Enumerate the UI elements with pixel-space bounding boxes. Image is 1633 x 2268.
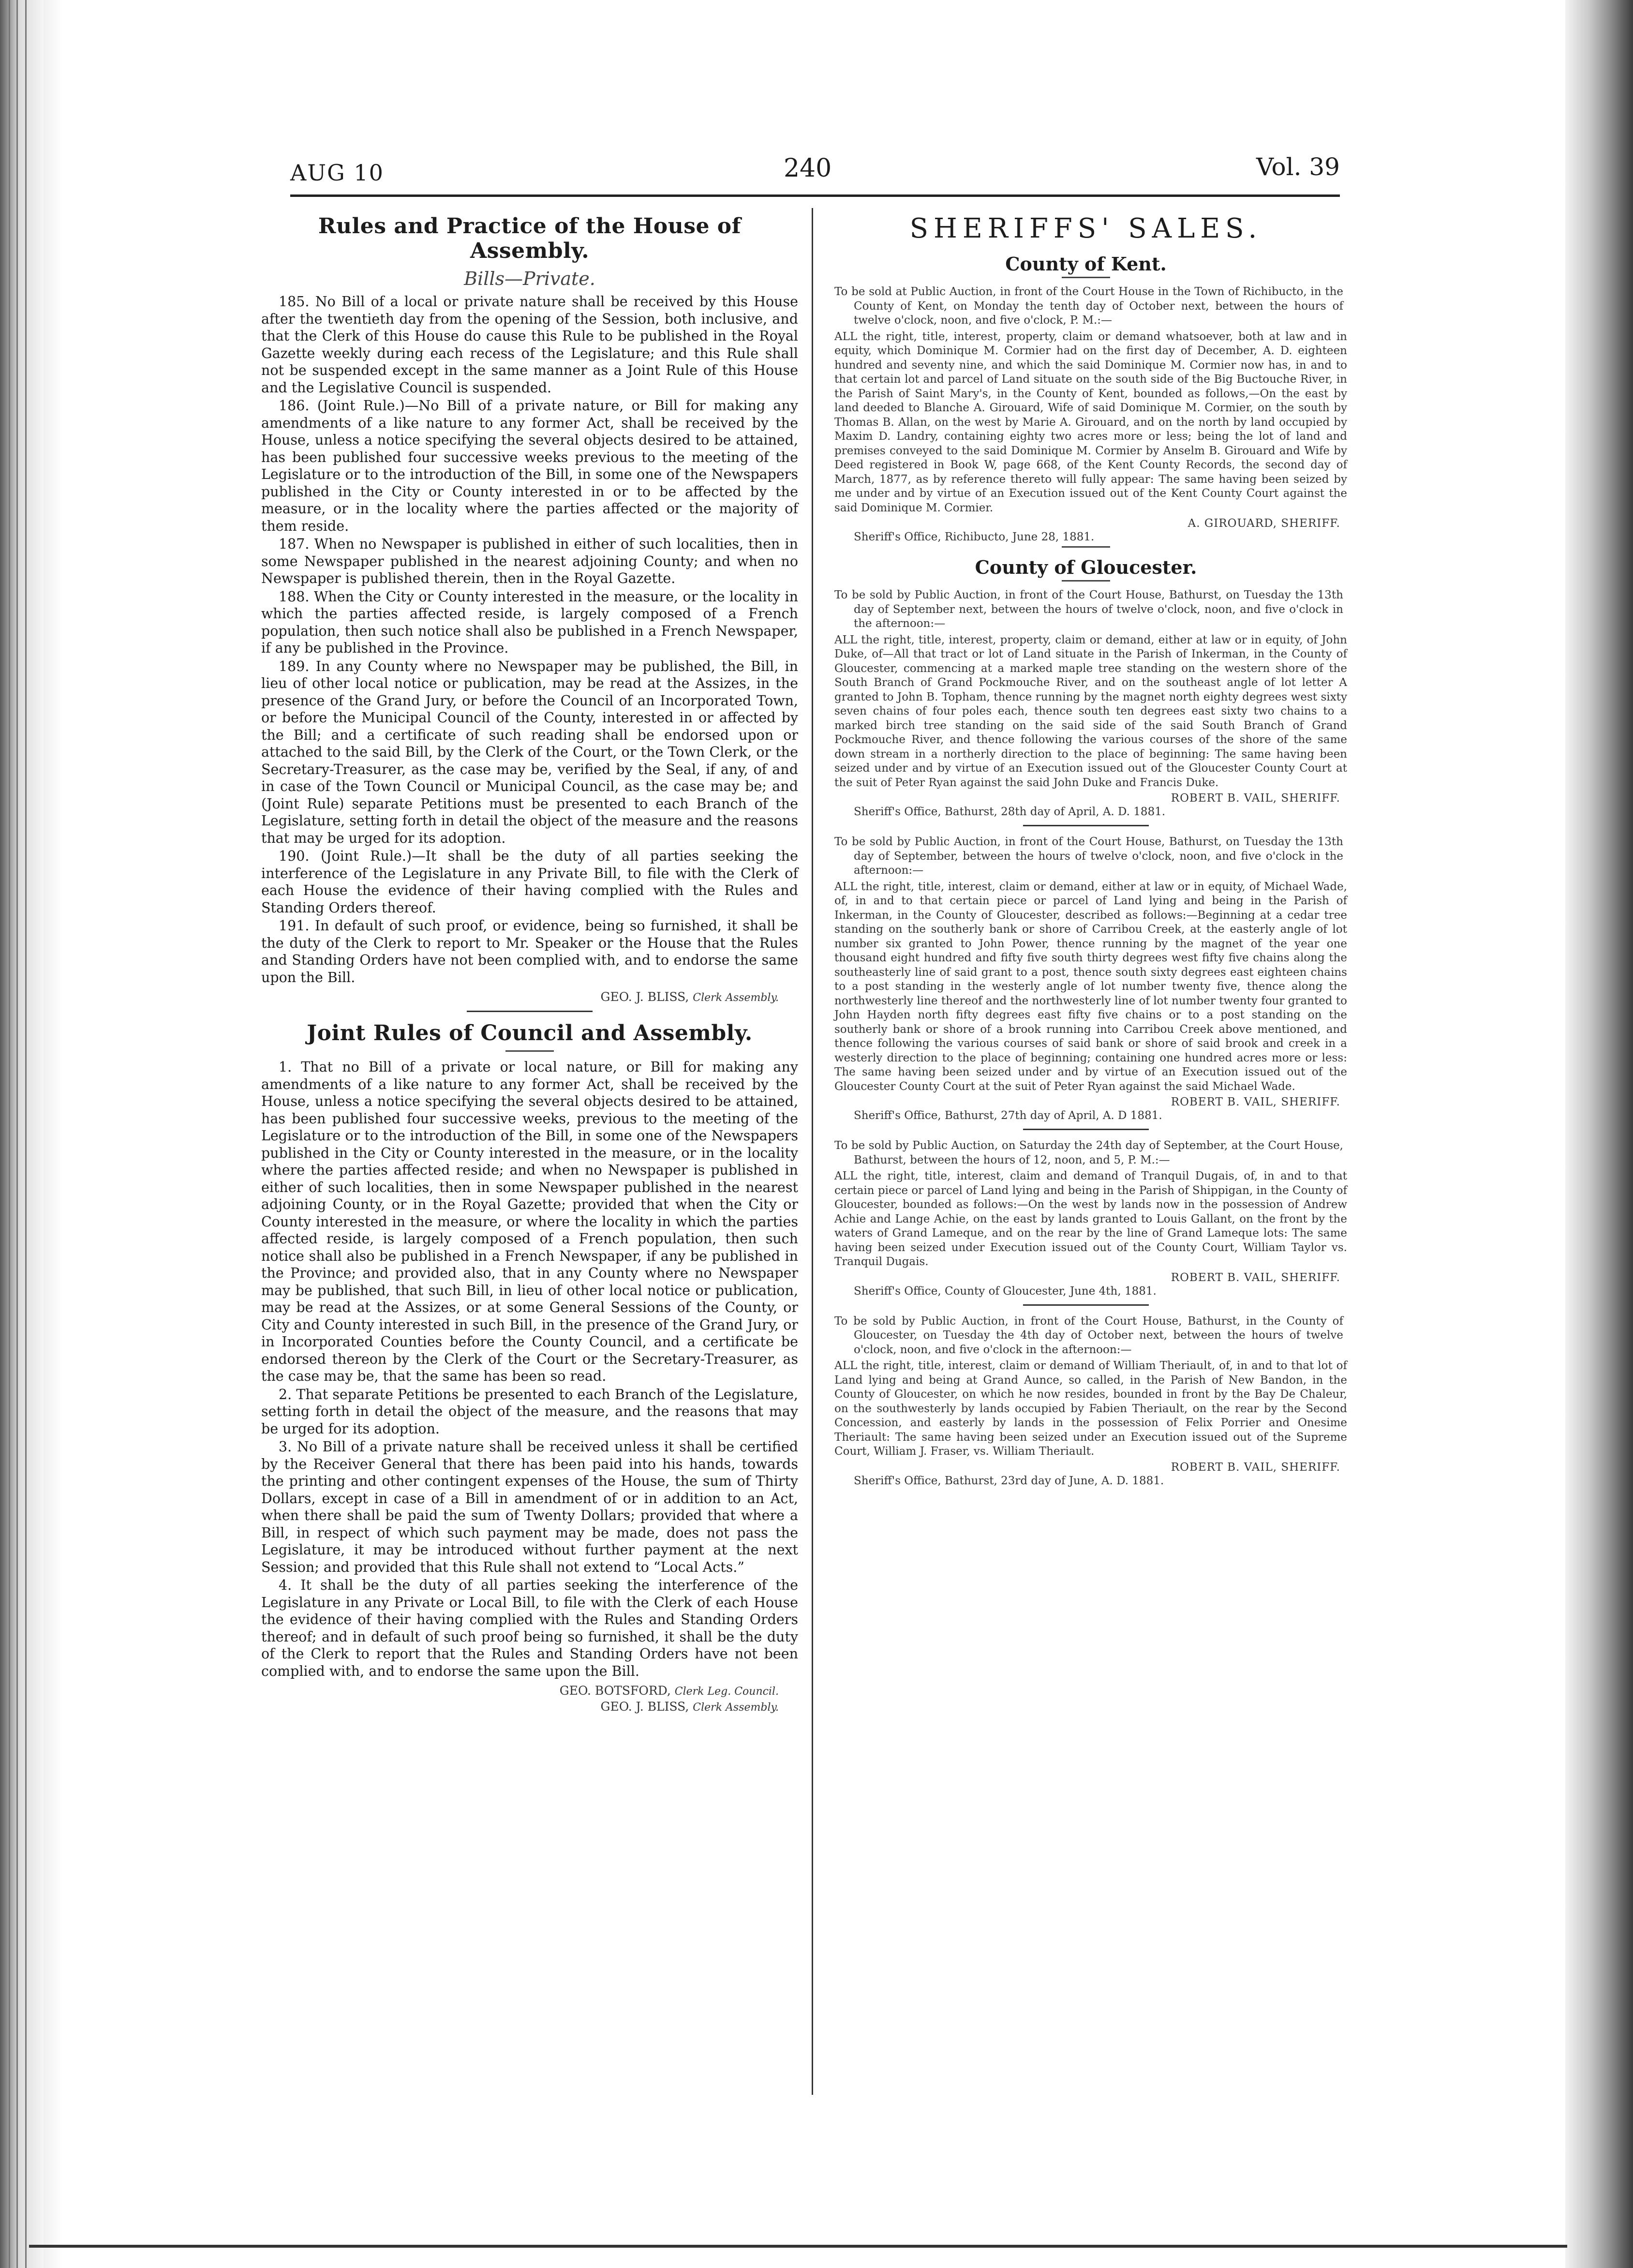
sheriff-office-date: Sheriff's Office, Bathurst, 23rd day of June, A. D. 1881. xyxy=(854,1474,1164,1487)
rule-190: 190. (Joint Rule.)—It shall be the duty of all parties seeking the interference of the Legislature in any Private Bill, to file with the Clerk of each House the evidence of their having complied with the Rules and Standing Orders thereof. xyxy=(261,848,798,916)
sale-body: ALL the right, title, interest, claim and demand of Tranquil Dugais, of, in and to that certain piece or parcel of Land lying and being in the Parish of Shippigan, in the County of Gloucester, bounded as follows:—On the west by lands now in the possession of Andrew Achie and Lange Achie, on the east by lands granted to Louis Gallant, on the front by the waters of Grand Lameque, and on the rear by the line of Grand Lameque lots: The same having been seized under Execution issued out of the County Court, William Taylor vs. Tranquil Dugais. xyxy=(834,1170,1347,1268)
volume-number: Vol. 39 xyxy=(1256,153,1340,181)
sheriffs-sales-heading: SHERIFFS' SALES. xyxy=(909,213,1262,244)
rules-heading: Rules and Practice of the House of Assembly. xyxy=(318,214,742,263)
joint-rule-1: 1. That no Bill of a private or local nature, or Bill for making any amendments of a like nature to any former Act, shall be received by the House, unless a notice specifying the several objects desired to be attained, has been published four successive weeks, previous to the meeting of the Legislature or to the introduction of the Bill, in some one of the Newspapers published in the City or County interested in the measure, or in the locality where the parties affected reside; and when no Newspaper is published in either of such localities, then in some Newspaper published in the nearest adjoining County, or in the Royal Gazette; provided that when the City or County interested in the measure, or where the locality in which the parties affected reside, is largely composed of a French population, then such notice shall also be published in a French Newspaper, if any be published in the Province; and provided also, that in any County where no Newspaper may be published, that such Bill, in lieu of other local notice or publication, may be read at the Assizes, or at some General Sessions of the County, or City and County interested in such Bill, in the presence of the Grand Jury, or in Incorporated Counties before the County Council, and a certificate be endorsed thereon by the Clerk of the Court or the Secretary-Treasurer, as the case may be, that the same has been so read. xyxy=(261,1059,798,1384)
title-rule xyxy=(505,1050,554,1052)
sale-notice: To be sold by Public Auction, in front of the Court House, Bathurst, on Tuesday the 13th day of September, between the hours of twelve o'clock, noon, and five o'clock in the afternoon:— xyxy=(834,836,1343,877)
signature-title: Clerk Assembly. xyxy=(693,992,779,1004)
sheriff-office-date: Sheriff's Office, Richibucto, June 28, 1881. xyxy=(854,531,1095,543)
sheriff-signature: A. GIROUARD, SHERIFF. xyxy=(1188,517,1340,530)
rule-191: 191. In default of such proof, or evidence, being so furnished, it shall be the duty of the Clerk to report to Mr. Speaker or the House that the Rules and Standing Orders have not been complied with, and to endorse the same upon the Bill. xyxy=(261,918,798,985)
rule-185: 185. No Bill of a local or private nature shall be received by this House after the twentieth day from the opening of the Session, both inclusive, and that the Clerk of this House do cause this Rule to be published in the Royal Gazette weekly during each recess of the Legislature; and this Rule shall not be suspended except in the same manner as a Joint Rule of this House and the Legislative Council is suspended. xyxy=(261,294,798,396)
county-kent-heading: County of Kent. xyxy=(1005,253,1167,275)
sheriff-office-date: Sheriff's Office, Bathurst, 28th day of April, A. D. 1881. xyxy=(854,806,1166,818)
sheriff-signature: ROBERT B. VAIL, SHERIFF. xyxy=(1171,1096,1340,1108)
sale-notice: To be sold by Public Auction, in front of the Court House, Bathurst, in the County of Gloucester, on Tuesday the 4th day of October next, between the hours of twelve o'clock, noon, and five o'clock in the afternoon:— xyxy=(834,1314,1343,1356)
newspaper-page xyxy=(261,140,1347,2129)
sale-body: ALL the right, title, interest, claim or demand of William Theriault, of, in and to that lot of Land lying and being at Grand Aunce, so called, in the Parish of New Bandon, in the County of Gloucester, on which he now resides, bounded in front by the Bay De Chaleur, on the southwesterly by lands occupied by Fabien Theriault, on the rear by the Second Concession, and easterly by lands in the possession of Felix Porrier and Onesime Theriault: The same having been seized under an Execution issued out of the Supreme Court, William J. Fraser, vs. William Theriault. xyxy=(834,1359,1347,1458)
county-gloucester-heading: County of Gloucester. xyxy=(975,556,1197,578)
title-rule xyxy=(1062,277,1110,278)
title-rule xyxy=(1062,580,1110,582)
rule-189: 189. In any County where no Newspaper may be published, the Bill, in lieu of other local notice or publication, may be read at the Assizes, in the presence of the Grand Jury, or before the Council of an Incorporated Town, or before the Municipal Council of the County, interested in or affected by the Bill; and a certificate of such reading shall be endorsed upon or attached to the said Bill, by the Clerk of the Court, or the Town Clerk, or the Secretary-Treasurer, as the case may be, verified by the Seal, if any, of and in case of the Town Council or Municipal Council, as the case may be; and (Joint Rule) separate Petitions must be presented to each Branch of the Legislature, setting forth in detail the object of the measure and the reasons that may be urged for its adoption. xyxy=(261,658,798,846)
notice-separator xyxy=(1023,1304,1149,1306)
sale-body: ALL the right, title, interest, property, claim or demand, either at law or in equity, of John Duke, of—All that tract or lot of Land situate in the Parish of Inkerman, in the County of Gloucester, commencing at a marked maple tree standing on the western shore of the South Branch of Grand Pockmouche River, and on the southeast angle of lot letter A granted to John B. Topham, thence running by the magnet north eighty degrees west sixty seven chains of four poles each, thence south ten degrees east sixty two chains to a marked birch tree standing on the said side of the said South Branch of Grand Pockmouche River, and thence following the various courses of the shore of the same down stream in a northerly direction to the place of beginning: The same having been seized under and by virtue of an Execution issued out of the Gloucester County Court at the suit of Peter Ryan against the said John Duke and Francis Duke. xyxy=(834,633,1347,789)
signature-botsford xyxy=(261,1684,779,1698)
signature-name: GEO. J. BLISS, xyxy=(600,1700,689,1714)
page-edge-shadow xyxy=(44,0,63,2268)
rule-186: 186. (Joint Rule.)—No Bill of a private nature, or Bill for making any amendments of a like nature to any former Act, shall be received by the House, unless a notice specifying the several objects desired to be attained, has been published four successive weeks previous to the meeting of the Legislature or to the introduction of the Bill, in some one of the Newspapers published in the City or County interested in or to be affected by the measure, or in the locality where the parties affected or the majority of them reside. xyxy=(261,398,798,534)
rule-188: 188. When the City or County interested in the measure, or the locality in which the parties affected reside, is largely composed of a French population, then such notice shall also be published in a French Newspaper, if any be published in the Province. xyxy=(261,588,798,656)
notice-separator xyxy=(1023,825,1149,826)
signature-title: Clerk Assembly. xyxy=(693,1701,779,1714)
signature-bliss xyxy=(261,990,779,1004)
left-column xyxy=(261,208,798,1716)
sale-body: ALL the right, title, interest, property, claim or demand whatsoever, both at law and in equity, which Dominique M. Cormier had on the first day of December, A. D. eighteen hundred and seventy nine, and which the said Dominique M. Cormier now has, in and to that certain lot and parcel of Land situate on the south side of the Big Buctouche River, in the Parish of Saint Mary's, in the County of Kent, bounded as follows,—On the east by land deeded to Blanche A. Girouard, Wife of said Dominique M. Cormier, on the south by Thomas B. Allan, on the west by Marie A. Girouard, and on the north by land occupied by Maxim D. Landry, containing eighty two acres more or less; being the lot of land and premises conveyed to the said Dominique M. Cormier by Anselm B. Girouard and Wife by Deed registered in Book W, page 668, of the Kent County Records, the second day of March, 1877, as by reference thereto will fully appear: The same having been seized by me under and by virtue of an Execution issued out of the Kent County Court against the said Dominique M. Cormier. xyxy=(834,330,1347,514)
page-number: 240 xyxy=(784,154,832,183)
signature-title: Clerk Leg. Council. xyxy=(674,1686,779,1698)
rule-187: 187. When no Newspaper is published in either of such localities, then in some Newspaper published in the nearest adjoining County; and when no Newspaper is published therein, then in the Royal Gazette. xyxy=(261,536,798,586)
page-bottom-edge xyxy=(29,2245,1567,2248)
columns xyxy=(261,208,1347,2129)
sheriff-signature: ROBERT B. VAIL, SHERIFF. xyxy=(1171,1271,1340,1284)
book-spine-right xyxy=(1565,0,1633,2268)
book-binding-left xyxy=(0,0,44,2268)
page-header xyxy=(261,140,1340,203)
sale-notice: To be sold by Public Auction, in front of the Court House, Bathurst, on Tuesday the 13th day of September next, between the hours of twelve o'clock, noon, and five o'clock in the afternoon:— xyxy=(834,589,1343,630)
signature-bliss-2 xyxy=(261,1700,779,1714)
sale-notice: To be sold by Public Auction, on Saturday the 24th day of September, at the Court House, Bathurst, between the hours of 12, noon, and 5, P. M.:— xyxy=(834,1139,1343,1166)
issue-date: AUG 10 xyxy=(290,160,384,186)
sheriff-signature: ROBERT B. VAIL, SHERIFF. xyxy=(1171,1461,1340,1474)
sheriff-office-date: Sheriff's Office, County of Gloucester, June 4th, 1881. xyxy=(854,1284,1157,1298)
right-column xyxy=(825,208,1347,1490)
title-rule xyxy=(1062,546,1110,548)
joint-rule-3: 3. No Bill of a private nature shall be received unless it shall be certified by the Receiver General that there has been paid into his hands, towards the printing and other contingent expenses of the House, the sum of Thirty Dollars, except in case of a Bill in amendment of or in addition to an Act, when there shall be paid the sum of Twenty Dollars; provided that where a Bill, in respect of which such payment may be made, does not pass the Legislature, it may be introduced without further payment at the next Session; and provided that this Rule shall not extend to “Local Acts.” xyxy=(261,1439,798,1575)
joint-rule-2: 2. That separate Petitions be presented to each Branch of the Legislature, setting forth in detail the object of the measure, and the reasons that may be urged for its adoption. xyxy=(261,1386,798,1437)
notice-separator xyxy=(1023,1129,1149,1130)
bills-private-subhead: Bills—Private. xyxy=(464,268,595,289)
section-rule xyxy=(467,1011,593,1012)
signature-name: GEO. BOTSFORD, xyxy=(559,1684,671,1698)
sale-body: ALL the right, title, interest, claim or demand, either at law or in equity, of Michael Wade, of, in and to that certain piece or parcel of Land lying and being in the Parish of Inkerman, in the County of Gloucester, described as follows:—Beginning at a cedar tree standing on the southerly bank or shore of Carribou Creek, at the easterly angle of lot number six granted to John Power, thence running by the magnet of the year one thousand eight hundred and fifty five south thirty degrees west fifty five chains along the southeasterly line of said grant to a post, thence south sixty degrees east eighteen chains to a post standing in the westerly angle of lot number twenty five, thence along the northwesterly line thereof and the northwesterly line of lot number twenty four granted to John Hayden north fifty degrees east fifty five chains or to a post standing on the southerly bank or shore of a brook running into Carribou Creek above mentioned, and thence following the various courses of said bank or shore of said brook and creek in a westerly direction to the place of beginning; containing one hundred acres more or less: The same having been seized under and by virtue of an Execution issued out of the Gloucester County Court at the suit of Peter Ryan against the said Michael Wade. xyxy=(834,880,1347,1093)
sheriff-signature: ROBERT B. VAIL, SHERIFF. xyxy=(1171,792,1340,805)
joint-rules-heading: Joint Rules of Council and Assembly. xyxy=(307,1021,753,1045)
joint-rule-4: 4. It shall be the duty of all parties seeking the interference of the Legislature in any Private or Local Bill, to file with the Clerk of each House the evidence of their having complied with the Rules and Standing Orders thereof; and in default of such proof being so furnished, it shall be the duty of the Clerk to report that the Rules and Standing Orders have not been complied with, and to endorse the same upon the Bill. xyxy=(261,1577,798,1679)
column-divider xyxy=(812,208,813,2095)
sheriff-office-date: Sheriff's Office, Bathurst, 27th day of April, A. D 1881. xyxy=(854,1109,1162,1122)
signature-name: GEO. J. BLISS, xyxy=(600,990,689,1004)
sale-notice: To be sold at Public Auction, in front of the Court House in the Town of Richibucto, in the County of Kent, on Monday the tenth day of October next, between the hours of twelve o'clock, noon, and five o'clock, P. M.:— xyxy=(834,285,1343,327)
header-rule xyxy=(290,194,1340,197)
